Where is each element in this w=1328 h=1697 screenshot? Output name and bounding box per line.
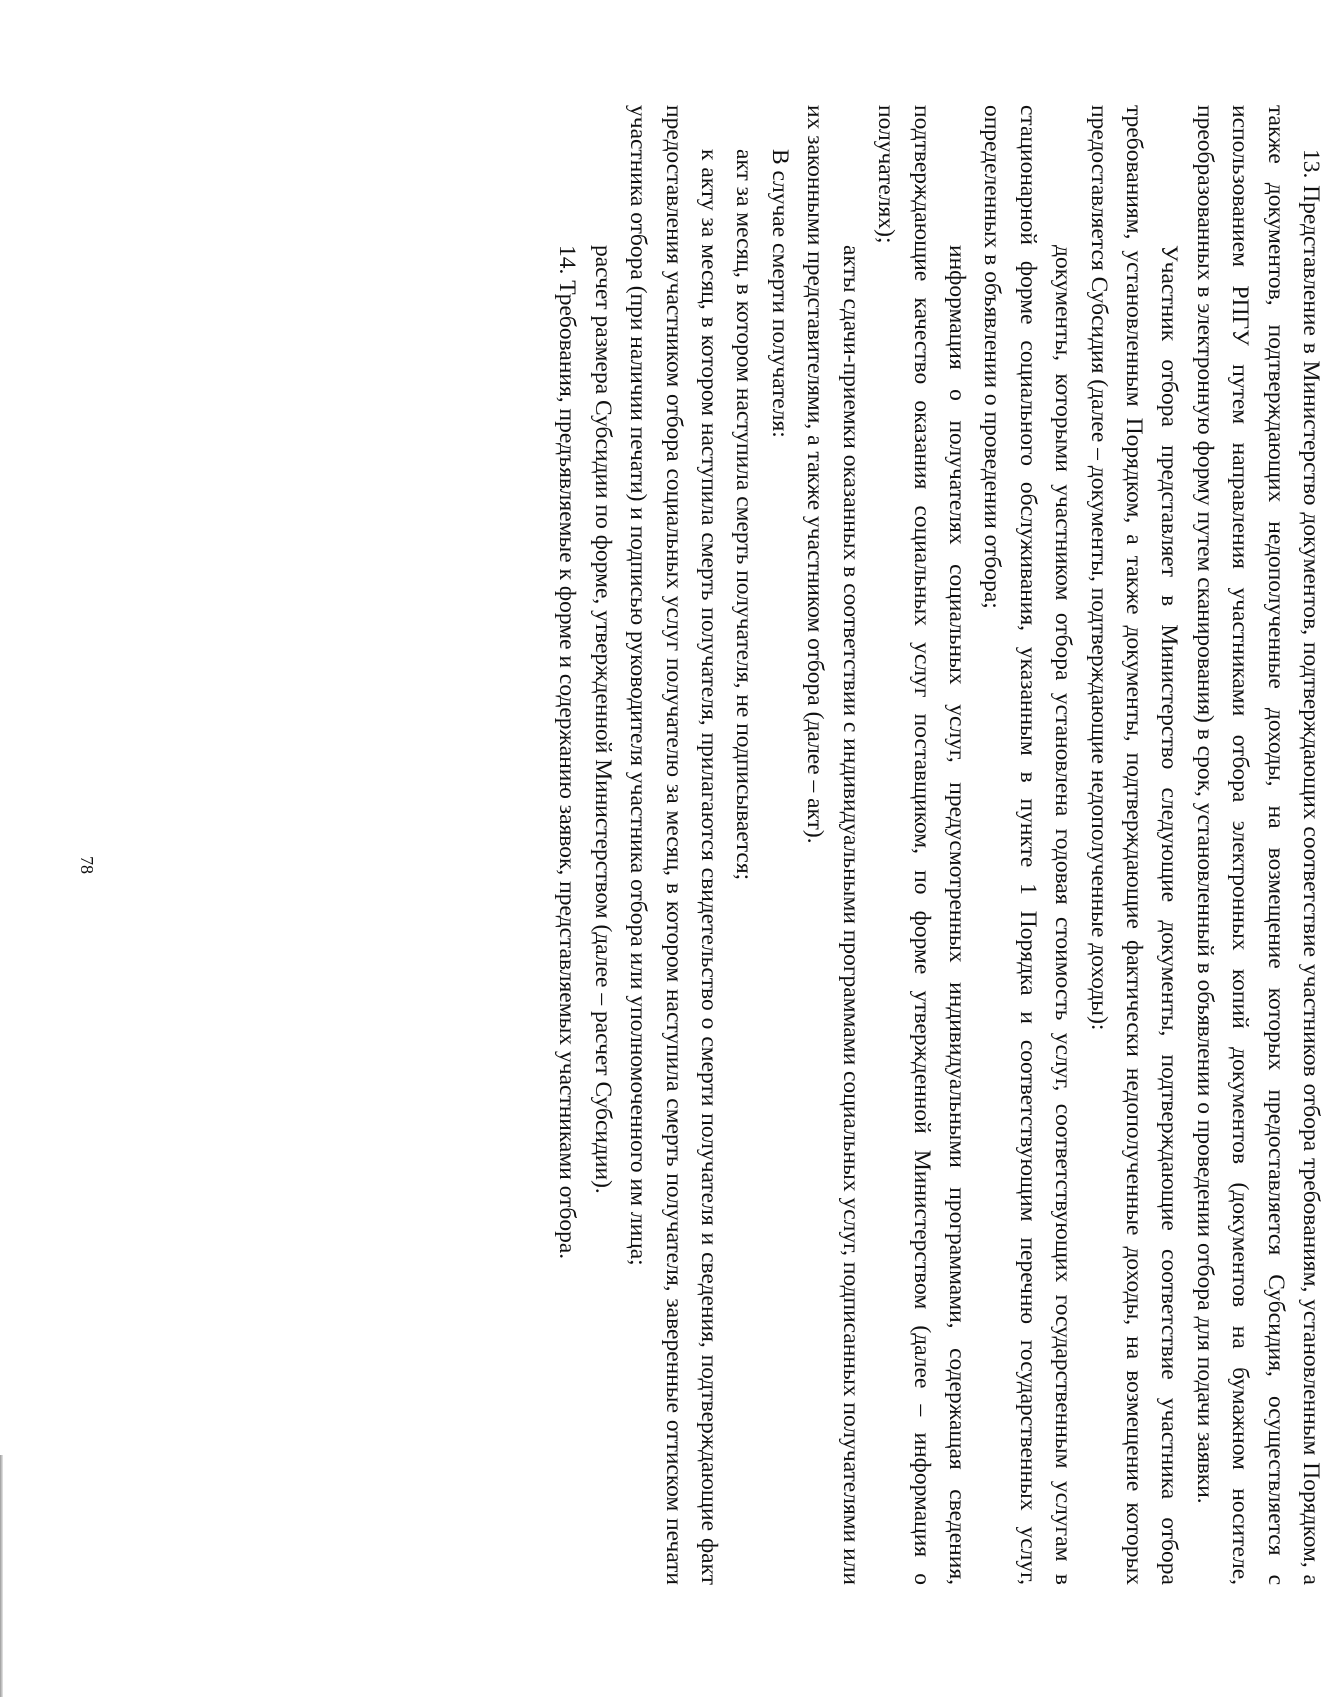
paragraph-cost-documents: документы, которыми участником отбора установлена годовая стоимость услуг, соответствующих государственным услугам в стационарной форме социального обслуживания, указанным в пункте 1 Порядка и соответствующим перечню государственных услуг, определенных в объявлении о проведении отбора; [979, 105, 1077, 1585]
rotated-text-area [408, 105, 1328, 1585]
paragraph-subsidy-calculation: расчет размера Субсидии по форме, утвержденной Министерством (далее – расчет Субсидии). [589, 245, 616, 1194]
paragraph-death-case: В случае смерти получателя: [766, 149, 793, 438]
paragraph-death-act: акт за месяц, в котором наступила смерть получателя, не подписывается; [731, 149, 758, 881]
scan-edge-shadow [0, 1455, 3, 1697]
paragraph-death-attachments: к акту за месяц, в котором наступила смерть получателя, прилагаются свидетельство о смерти получателя и сведения, подтверждающие факт предоставления участником отбора социальных услуг получателю за месяц, в котором наступила смерть получателя, заверенные оттиском печати участника отбора (при наличии печати) и подписью руководителя участника отбора или уполномоченного им лица; [625, 105, 723, 1585]
paragraph-acceptance-acts: акты сдачи-приемки оказанных в соответствии с индивидуальными программами социальных услуг, подписанных получателями или их законными представителями, а также участником отбора (далее – акт). [802, 105, 864, 1585]
page-number: 78 [77, 856, 97, 874]
paragraph-recipients-info: информация о получателях социальных услуг, предусмотренных индивидуальными программами, содержащая сведения, подтверждающие качество оказания социальных услуг поставщиком, по форме утвержденной Министерством (далее – информация о получателях); [873, 105, 970, 1585]
paragraph-14: 14. Требования, предъявляемые к форме и содержанию заявок, представляемых участниками отбора. [554, 245, 581, 1260]
paragraph-13: 13. Представление в Министерство документов, подтверждающих соответствие участников отбора требованиям, установленным Порядком, а также документов, подтверждающих недополученные доходы, на возмещение которых предоставляется Субсидия, осуществляется с использованием РПГУ путем направления участниками отбора электронных копий документов (документов на бумажном носителе, преобразованных в электронную форму путем сканирования) в срок, установленный в объявлении о проведении отбора для подачи заявки. [1191, 105, 1324, 1585]
paragraph-participant-documents: Участник отбора представляет в Министерство следующие документы, подтверждающие соответствие участника отбора требованиям, установленным Порядком, а также документы, подтверждающие фактически недополученные доходы, на возмещение которых предоставляется Субсидия (далее – документы, подтверждающие недополученные доходы): [1085, 105, 1183, 1585]
document-body [408, 105, 1328, 1585]
